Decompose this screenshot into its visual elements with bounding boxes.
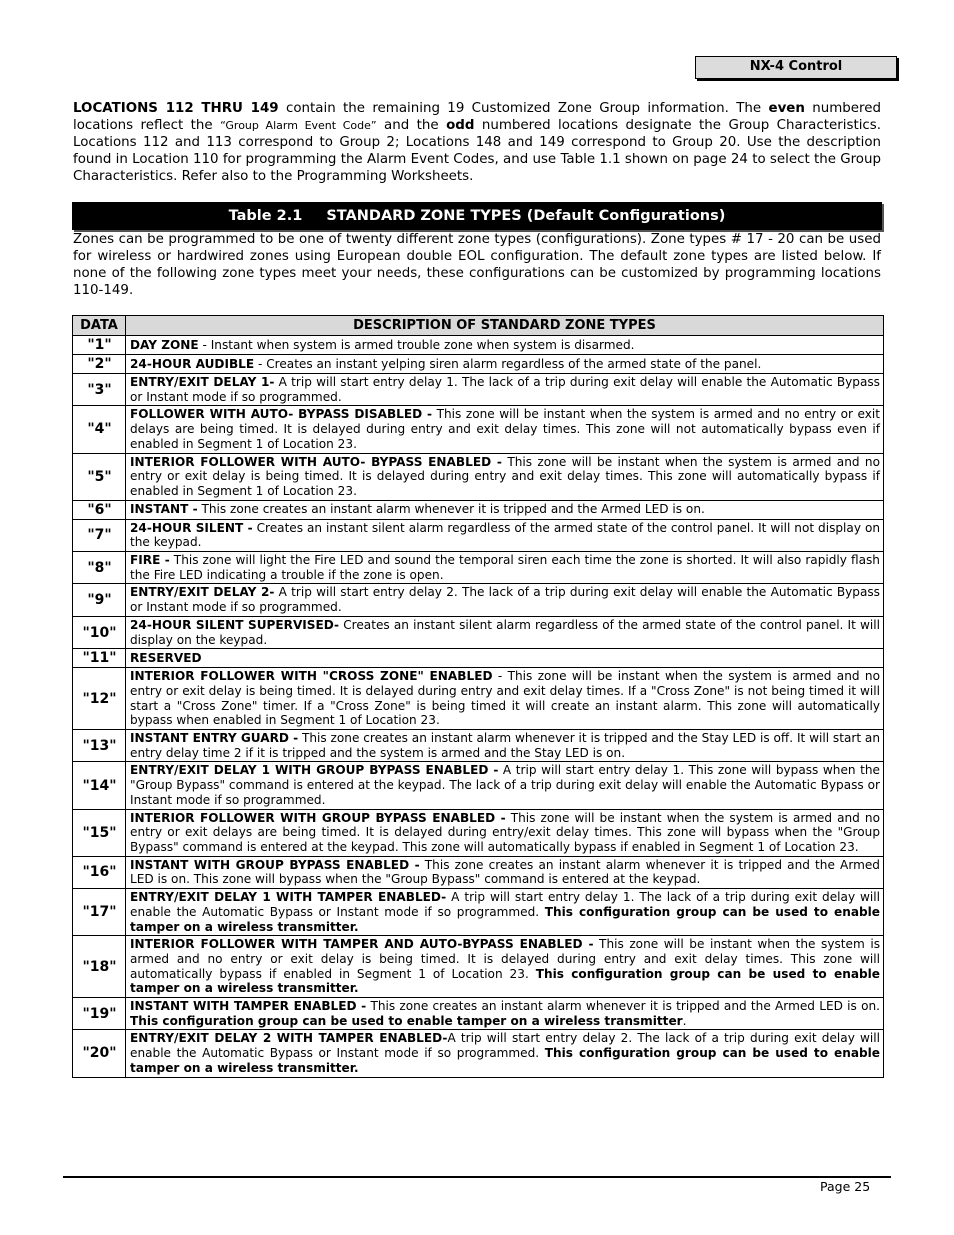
zone-description	[126, 649, 884, 668]
header-description: DESCRIPTION OF STANDARD ZONE TYPES	[126, 316, 884, 336]
footer-rule	[63, 1176, 891, 1178]
zone-type-note: This configuration group can be used to enable tamper on a wireless transmitter	[130, 1013, 683, 1028]
table-row	[73, 1030, 884, 1077]
zone-type-name: INTERIOR FOLLOWER WITH "CROSS ZONE" ENABLED	[130, 669, 493, 684]
table-row	[73, 500, 884, 519]
zone-description	[126, 616, 884, 648]
zone-description	[126, 355, 884, 374]
zone-type-body: This zone will light the Fire LED and sound the temporal siren each time the zone is shorted. It will also rapidly flash the Fire LED indicating a trouble if the zone is open.	[130, 553, 880, 582]
table-row	[73, 936, 884, 998]
zone-description	[126, 374, 884, 406]
zone-code: "2"	[73, 355, 126, 374]
zone-code: "1"	[73, 336, 126, 355]
table-row	[73, 649, 884, 668]
zone-type-name: ENTRY/EXIT DELAY 2 WITH TAMPER ENABLED-	[130, 1031, 448, 1046]
zone-type-name: FOLLOWER WITH AUTO- BYPASS DISABLED -	[130, 407, 433, 422]
zone-description	[126, 730, 884, 762]
zone-code: "7"	[73, 519, 126, 551]
zone-code: "5"	[73, 453, 126, 500]
zone-code: "18"	[73, 936, 126, 998]
zone-rows	[73, 336, 884, 1078]
zone-type-note: This configuration group can be used to enable tamper on a wireless transmitter.	[130, 1046, 880, 1075]
table-row	[73, 762, 884, 809]
zone-code: "19"	[73, 998, 126, 1030]
zone-type-body: This zone creates an instant alarm whenever it is tripped and the Armed LED is on.	[197, 502, 705, 517]
zone-type-body: A trip will start entry delay 1. The lack of a trip during exit delay will enable the Automatic Bypass or Instant mode if so programmed.	[130, 890, 880, 919]
intro-lead: LOCATIONS 112 THRU 149	[73, 101, 279, 116]
table-row	[73, 336, 884, 355]
zone-description	[126, 500, 884, 519]
zone-type-body: This zone will be instant when the system is armed and no entry or exit delay is being timed. It is delayed during entry and exit delay times. This zone will automatically bypass if enabled in Segment 1 of Location 23.	[130, 937, 880, 981]
zone-description	[126, 552, 884, 584]
zone-type-name: 24-HOUR SILENT -	[130, 520, 253, 535]
page-number: Page 25	[820, 1179, 871, 1194]
zone-description	[126, 406, 884, 453]
zone-code: "10"	[73, 616, 126, 648]
zone-type-name: INTERIOR FOLLOWER WITH GROUP BYPASS ENABLED -	[130, 810, 506, 825]
zone-type-name: INSTANT WITH GROUP BYPASS ENABLED -	[130, 857, 420, 872]
zone-type-name: ENTRY/EXIT DELAY 2-	[130, 585, 275, 600]
zone-description	[126, 336, 884, 355]
zone-type-body: This zone will be instant when the system is armed and no entry or exit delays are being timed. It is delayed during entry and exit delay times. This zone will not automatically bypass even if enabled in Segment 1 of Location 23.	[130, 407, 880, 451]
zone-type-name: RESERVED	[130, 650, 202, 665]
zone-type-body: Creates an instant silent alarm regardless of the armed state of the control panel. It will not display on the keypad.	[130, 520, 881, 550]
zone-code: "16"	[73, 856, 126, 888]
zone-type-body: A trip will start entry delay 1. The lack of a trip during exit delay will enable the Automatic Bypass or Instant mode if so programmed.	[130, 375, 880, 404]
table-title-bar	[72, 202, 882, 230]
zone-description	[126, 453, 884, 500]
table-row	[73, 730, 884, 762]
table-row	[73, 889, 884, 936]
zone-type-body: This zone creates an instant alarm whenever it is tripped and the Armed LED is on. This zone will bypass when the "Group Bypass" command is entered at the keypad.	[130, 857, 880, 887]
zone-type-tail: .	[682, 1013, 687, 1028]
table-row	[73, 668, 884, 730]
zone-type-body: This zone will be instant when the system is armed and no entry or exit delays are being timed. It is delayed during entry/exit delay times. This zone will bypass when the "Group Bypass" command is entered at the keypad. This zone will automatically bypass if enabled in Segment 1 of Location 23.	[130, 810, 880, 854]
table-row	[73, 406, 884, 453]
table-row	[73, 519, 884, 551]
zone-type-note: This configuration group can be used to enable tamper on a wireless transmitter.	[130, 966, 880, 996]
intro-quoted: “Group Alarm Event Code”	[220, 119, 377, 132]
zone-description	[126, 762, 884, 809]
zone-description	[126, 584, 884, 616]
intro-paragraph	[73, 100, 881, 185]
zone-type-body: This zone creates an instant alarm whenever it is tripped and the Stay LED is off. It will start an entry delay time 2 if it is tripped and the system is armed and the Stay LED is on.	[130, 731, 880, 760]
zone-type-name: INSTANT ENTRY GUARD -	[130, 731, 299, 746]
zone-code: "13"	[73, 730, 126, 762]
zone-type-name: INSTANT WITH TAMPER ENABLED -	[130, 999, 367, 1014]
zone-type-name: INTERIOR FOLLOWER WITH AUTO- BYPASS ENABLED -	[130, 454, 502, 469]
zone-types-table	[72, 315, 884, 1078]
zone-type-name: 24-HOUR SILENT SUPERVISED-	[130, 617, 340, 632]
zone-type-name: ENTRY/EXIT DELAY 1 WITH TAMPER ENABLED-	[130, 890, 447, 905]
table-row	[73, 584, 884, 616]
zone-type-body: - Creates an instant yelping siren alarm regardless of the armed state of the panel.	[254, 356, 762, 371]
zone-type-name: 24-HOUR AUDIBLE	[130, 356, 255, 371]
zone-type-name: INTERIOR FOLLOWER WITH TAMPER AND AUTO-BYPASS ENABLED -	[130, 937, 594, 952]
zone-description	[126, 668, 884, 730]
zone-description	[126, 809, 884, 856]
zone-description	[126, 998, 884, 1030]
zone-type-body: - This zone will be instant when the system is armed and no entry or exit delay is being timed. It is delayed during entry and exit delay times. If a "Cross Zone" is not being timed it will start a "Cross Zone" timer. If a "Cross Zone" is being timed it will create an instant alarm. This zone will automatically bypass when enabled in Segment 1 of Location 23.	[130, 669, 880, 728]
zone-description	[126, 1030, 884, 1077]
zone-type-name: DAY ZONE	[130, 337, 199, 352]
zone-type-body: A trip will start entry delay 1. This zone will bypass when the "Group Bypass" command is entered at the keypad. The lack of a trip during exit delay will enable the Automatic Bypass or Instant mode if so programmed.	[130, 763, 880, 807]
table-row	[73, 374, 884, 406]
header-data: DATA	[73, 316, 126, 336]
zone-type-body: A trip will start entry delay 2. The lack of a trip during exit delay will enable the Automatic Bypass or Instant mode if so programmed.	[130, 1031, 880, 1061]
table-title: STANDARD ZONE TYPES (Default Configurations)	[326, 208, 726, 224]
intro-text-3: and the	[376, 118, 447, 133]
zone-type-name: INSTANT -	[130, 502, 198, 517]
zone-code: "15"	[73, 809, 126, 856]
table-row	[73, 616, 884, 648]
intro-text-1: contain the remaining 19 Customized Zone Group information. The	[278, 101, 769, 116]
zone-type-name: ENTRY/EXIT DELAY 1 WITH GROUP BYPASS ENABLED -	[130, 763, 499, 778]
zone-code: "17"	[73, 889, 126, 936]
zone-type-body: Creates an instant silent alarm regardless of the armed state of the control panel. It will display on the keypad.	[130, 617, 880, 647]
zone-type-body: This zone creates an instant alarm whenever it is tripped and the Armed LED is on.	[366, 999, 880, 1014]
zone-description	[126, 936, 884, 998]
table-row	[73, 453, 884, 500]
table-header-row	[73, 316, 884, 336]
zone-type-body: A trip will start entry delay 2. The lack of a trip during exit delay will enable the Automatic Bypass or Instant mode if so programmed.	[130, 585, 880, 615]
zone-type-name: FIRE -	[130, 553, 170, 568]
control-model-label: NX-4 Control	[695, 56, 897, 79]
zone-description	[126, 519, 884, 551]
intro-text-2: numbered locations reflect the	[73, 101, 881, 133]
zone-code: "14"	[73, 762, 126, 809]
zone-type-name: ENTRY/EXIT DELAY 1-	[130, 375, 275, 389]
zone-code: "12"	[73, 668, 126, 730]
table-row	[73, 552, 884, 584]
table-row	[73, 809, 884, 856]
zone-code: "4"	[73, 406, 126, 453]
zone-type-body: This zone will be instant when the system is armed and no entry or exit delay is being timed. It is delayed during entry and exit delay times. This zone will automatically bypass if enabled in Segment 1 of Location 23.	[130, 454, 880, 498]
zone-code: "8"	[73, 552, 126, 584]
zone-description	[126, 889, 884, 936]
intro-odd: odd	[446, 118, 475, 133]
table-row	[73, 355, 884, 374]
zone-code: "20"	[73, 1030, 126, 1077]
zone-code: "3"	[73, 374, 126, 406]
table-row	[73, 856, 884, 888]
zone-description	[126, 856, 884, 888]
zone-code: "9"	[73, 584, 126, 616]
zone-code: "6"	[73, 500, 126, 519]
zone-type-body: - Instant when system is armed trouble zone when system is disarmed.	[198, 337, 635, 352]
table-row	[73, 998, 884, 1030]
zone-code: "11"	[73, 649, 126, 668]
zone-type-note: This configuration group can be used to enable tamper on a wireless transmitter.	[130, 904, 880, 934]
intro-even: even	[768, 101, 805, 116]
intro-text-4: numbered locations designate the Group Characteristics. Locations 112 and 113 correspond to Group 2; Locations 148 and 149 correspond to Group 20. Use the description found in Location 110 for programming the Alarm Event Codes, and use Table 1.1 shown on page 24 to select the Group Characteristics. Refer also to the Programming Worksheets.	[73, 118, 882, 184]
zone-types-description: Zones can be programmed to be one of twenty different zone types (configurations). Zone types # 17 - 20 can be used for wireless or hardwired zones using European double EOL configuration. The default zone types are listed below. If none of the following zone types meet your needs, these configurations can be customized by programming locations 110-149.	[73, 232, 881, 298]
table-number: Table 2.1	[228, 208, 303, 224]
